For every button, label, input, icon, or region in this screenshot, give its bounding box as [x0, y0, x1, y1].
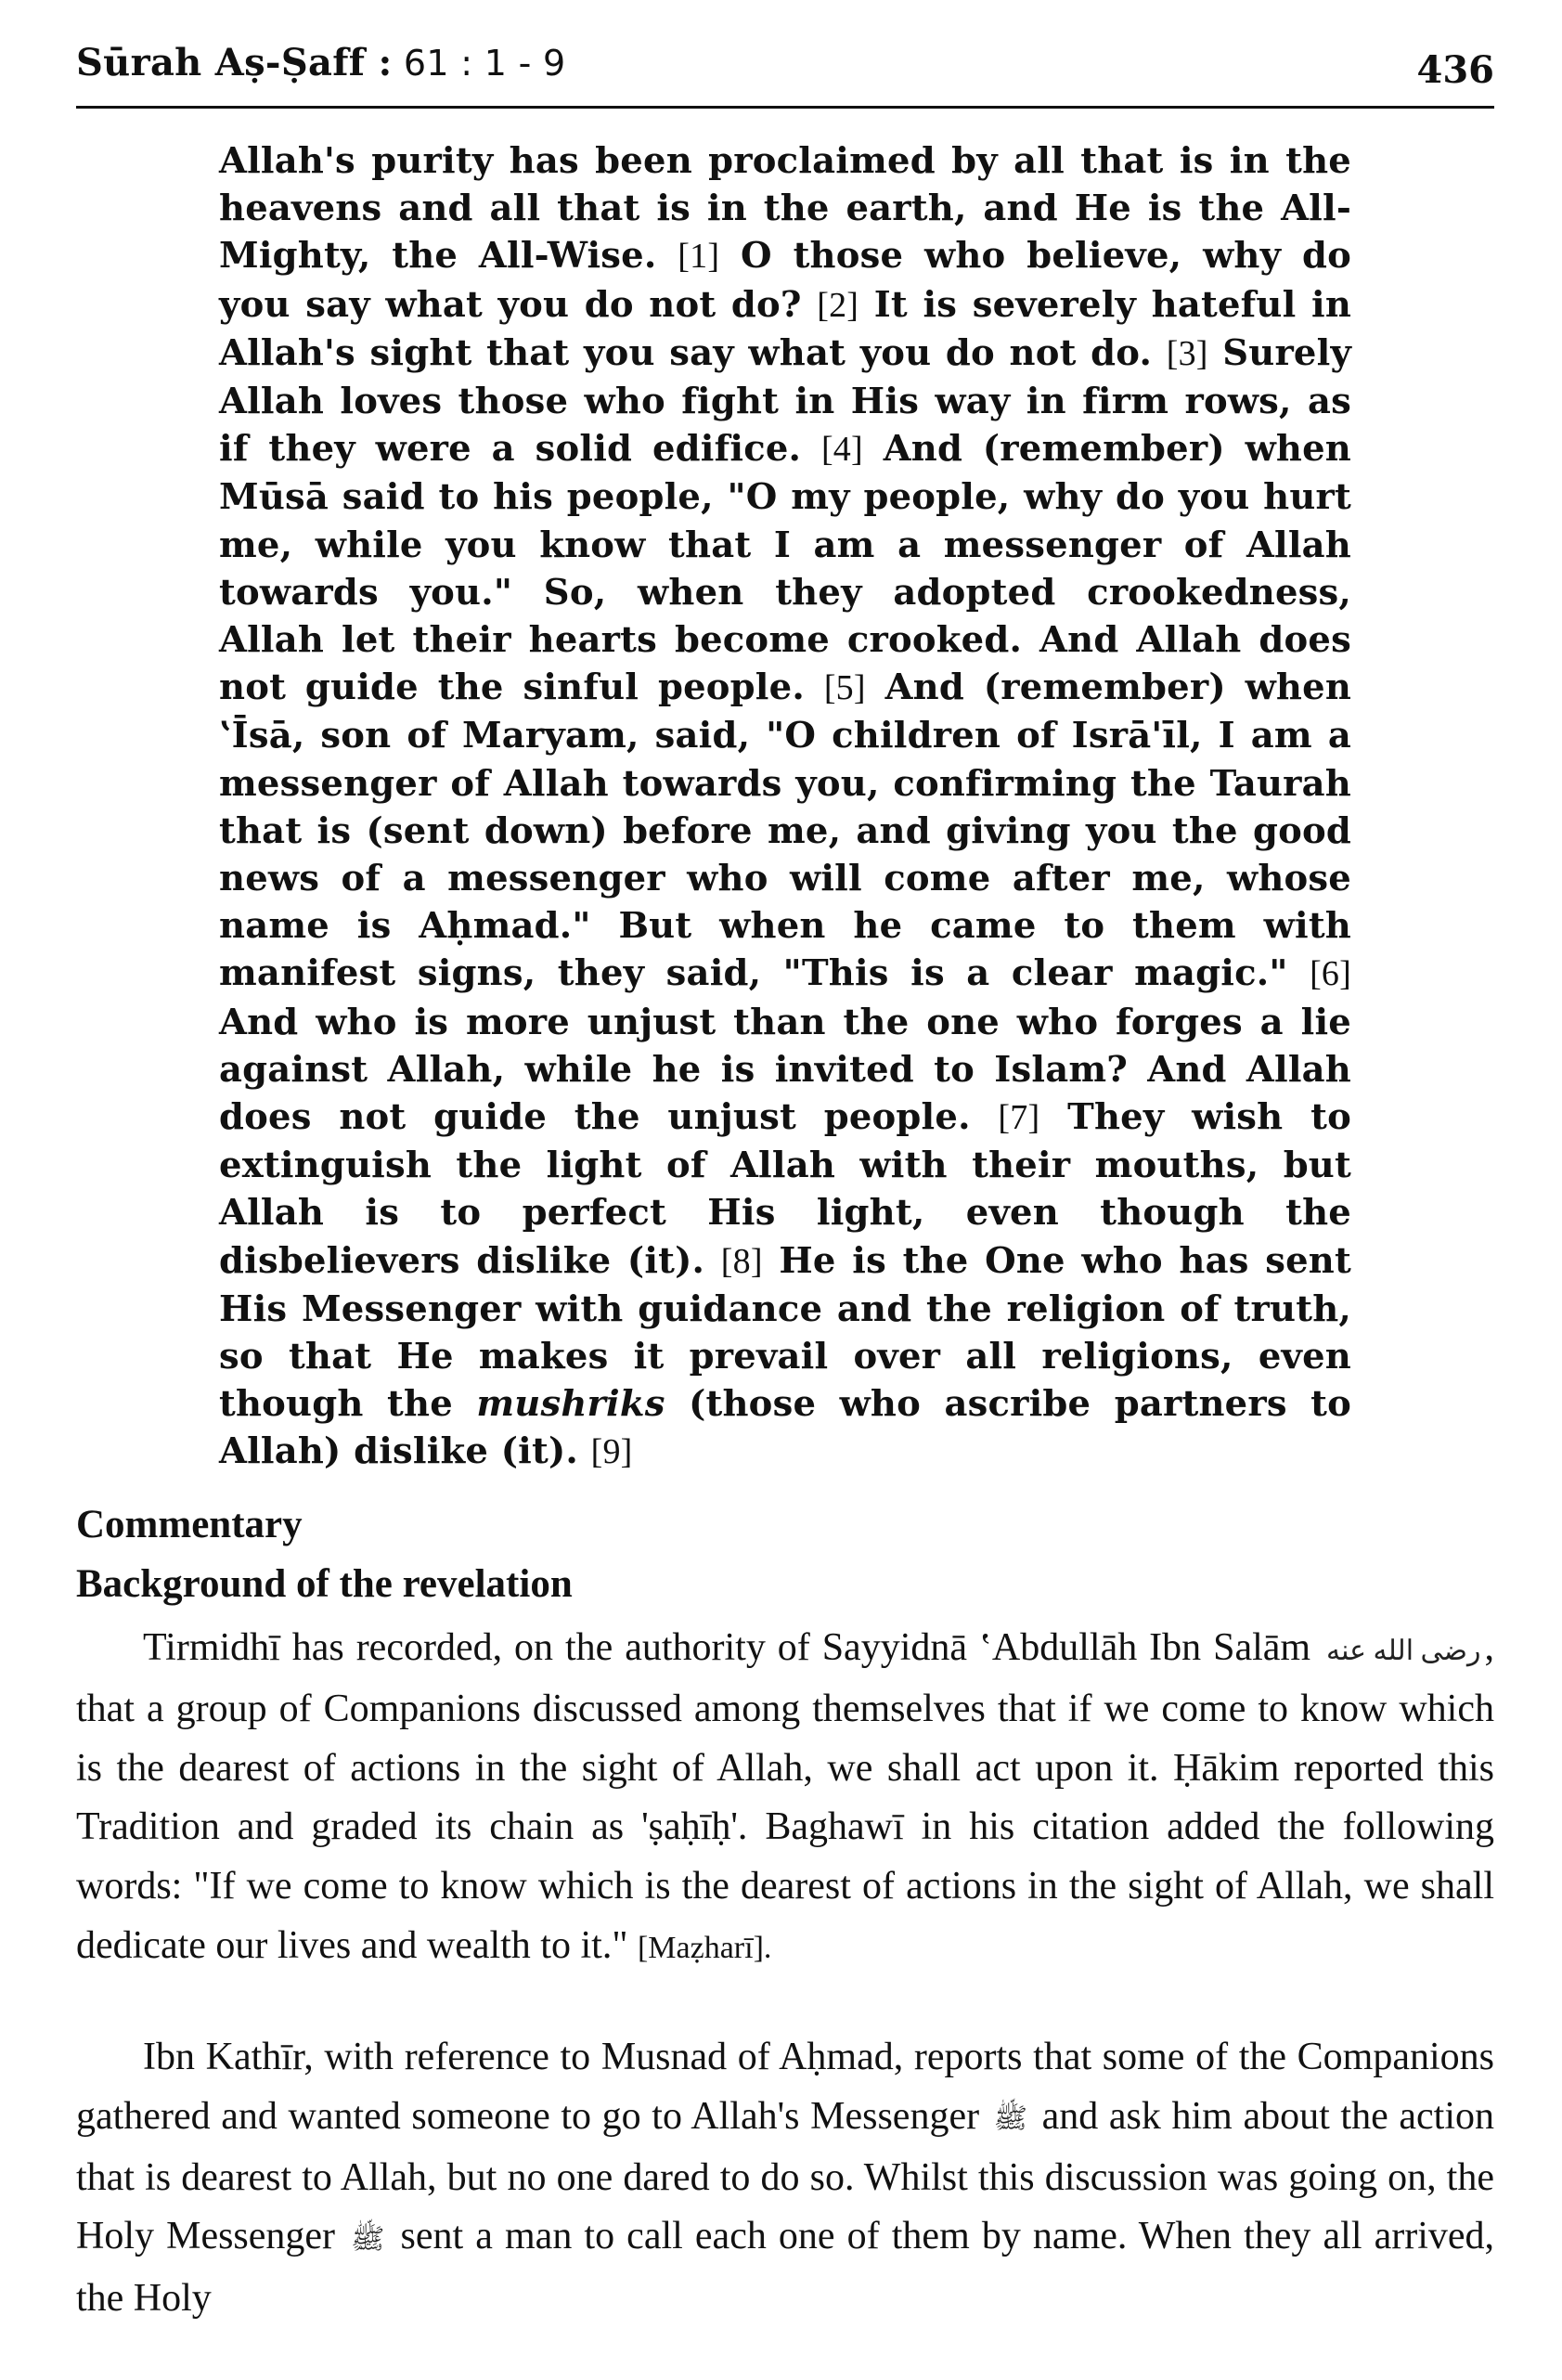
- section-subheading: Background of the revelation: [76, 1562, 573, 1606]
- verse-number: [8]: [720, 1241, 763, 1281]
- verse-number: [5]: [823, 668, 866, 708]
- verse-text: (those who ascribe partners to Allah) dislike (it).: [219, 1383, 1352, 1473]
- verse-number: [1]: [678, 237, 720, 277]
- verse-text: Allah's purity has been proclaimed by all that is in the heavens and all that is in the earth, and He is the All-Mighty, the All-Wise.: [219, 140, 1351, 278]
- verse-number: [2]: [817, 285, 859, 325]
- surah-title: Sūrah Aṣ-Ṣaff : 61 : 1 - 9: [76, 41, 566, 84]
- verse-text: Surely Allah loves those who fight in His way in firm rows, as if they were a solid edifice.: [219, 331, 1352, 471]
- verse-text: O those who believe, why do you say what you do not do?: [219, 235, 1351, 326]
- verse-text: It is severely hateful in Allah's sight that you say what you do not do.: [219, 283, 1352, 374]
- verse-number: [6]: [1310, 954, 1351, 994]
- source-reference: [Maẓharī].: [637, 1930, 772, 1965]
- verse-number: [9]: [590, 1432, 633, 1472]
- verse-text: And (remember) when Mūsā said to his people, "O my people, why do you hurt me, while you know that I am a messenger of Allah towards you." So, when they adopted crookedness, Allah let their hearts become crooked. And Allah does not guide the sinful people.: [219, 428, 1351, 709]
- honorific-glyph: ﷺ: [351, 2223, 385, 2255]
- verse-text: They wish to extinguish the light of Allah with their mouths, but Allah is to perfect His light, even though the disbelievers dislike (it).: [219, 1096, 1351, 1282]
- commentary-heading: Commentary: [76, 1503, 303, 1546]
- verse-range: 61 : 1 - 9: [392, 43, 566, 84]
- page-number: 436: [1416, 48, 1494, 92]
- honorific-glyph: ﷺ: [993, 2103, 1027, 2135]
- verse-text: And who is more unjust than the one who forges a lie against Allah, while he is invited to Islam? And Allah does not guide the unjust people.: [219, 1001, 1351, 1139]
- honorific-glyph: رضی الله عنه: [1326, 1635, 1481, 1666]
- verse-number: [7]: [998, 1098, 1040, 1138]
- verse-number: [3]: [1166, 333, 1208, 373]
- italic-term: mushriks: [476, 1383, 665, 1426]
- commentary-paragraph: Tirmidhī has recorded, on the authority of Sayyidnā ʽAbdullāh Ibn Salām رضی الله عنه, that a group of Companions discussed among themselves that if we come to know which is the dearest of actions in the sight of Allah, we shall act upon it. Ḥākim reported this Tradition and graded its chain as 'ṣaḥīḥ'. Baghawī in his citation added the following words: "If we come to know which is the dearest of actions in the sight of Allah, we shall dedicate our lives and wealth to it." [Maẓharī].: [76, 1619, 1494, 1977]
- verse-number: [4]: [820, 430, 863, 470]
- running-header: [76, 35, 1494, 109]
- translation-block: [219, 137, 1351, 1477]
- verse-text: He is the One who has sent His Messenger with guidance and the religion of truth, so that He makes it prevail over all religions, even though the: [219, 1239, 1351, 1426]
- verse-text: And (remember) when ʽĪsā, son of Maryam, said, "O children of Isrā'īl, I am a messenger of Allah towards you, confirming the Taurah that is (sent down) before me, and giving you the good news of a messenger who will come after me, whose name is Aḥmad." But when he came to them with manifest signs, they said, "This is a clear magic.": [219, 666, 1352, 995]
- commentary-paragraph: Ibn Kathīr, with reference to Musnad of Aḥmad, reports that some of the Companions gathered and wanted someone to go to Allah's Messenger ﷺ and ask him about the action that is dearest to Allah, but no one dared to do so. Whilst this discussion was going on, the Holy Messenger ﷺ sent a man to call each one of them by name. When they all arrived, the Holy: [76, 2036, 1495, 2320]
